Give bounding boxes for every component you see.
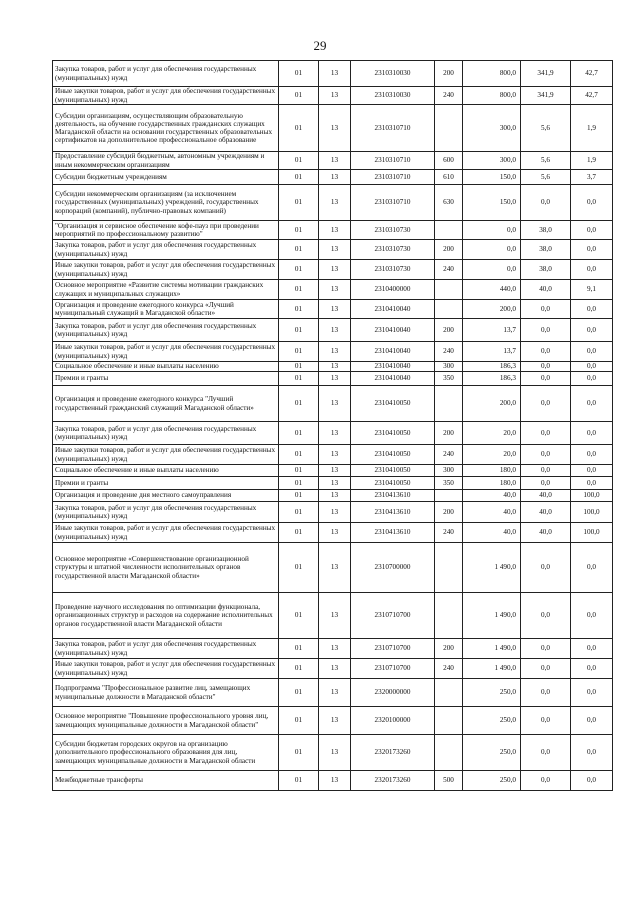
- cell-razdel: 13: [319, 185, 351, 221]
- cell-actual-amount: 5,6: [521, 170, 571, 185]
- cell-name: Субсидии организациям, осуществляющим образовательную деятельность, на обучение государственных гражданских служащих Магаданской области на основании государственных образовательных сертификатов на дополнительное профессиональное образование: [53, 105, 279, 152]
- table-row: [53, 170, 613, 185]
- cell-target-code: 2310410050: [351, 445, 435, 465]
- cell-expense-type: [435, 735, 463, 771]
- cell-percent: 0,0: [571, 185, 613, 221]
- cell-target-code: 2310410040: [351, 362, 435, 372]
- cell-razdel: 13: [319, 477, 351, 490]
- cell-expense-type: [435, 543, 463, 593]
- cell-ved: 01: [279, 105, 319, 152]
- cell-expense-type: [435, 707, 463, 735]
- cell-actual-amount: 0,0: [521, 185, 571, 221]
- cell-actual-amount: 40,0: [521, 490, 571, 502]
- cell-ved: 01: [279, 659, 319, 679]
- cell-actual-amount: 38,0: [521, 221, 571, 240]
- cell-expense-type: 240: [435, 260, 463, 280]
- cell-actual-amount: 0,0: [521, 422, 571, 445]
- cell-actual-amount: 0,0: [521, 319, 571, 342]
- cell-target-code: 2310310710: [351, 105, 435, 152]
- cell-ved: 01: [279, 240, 319, 260]
- cell-expense-type: 300: [435, 465, 463, 477]
- cell-ved: 01: [279, 543, 319, 593]
- cell-name: "Организация и сервисное обеспечение кофе-пауз при проведении мероприятий по профессиональному развитию": [53, 221, 279, 240]
- cell-expense-type: 200: [435, 502, 463, 523]
- cell-expense-type: 200: [435, 639, 463, 659]
- cell-percent: 3,7: [571, 170, 613, 185]
- cell-actual-amount: 341,9: [521, 87, 571, 105]
- budget-table: [52, 60, 613, 791]
- page-number: 29: [313, 38, 327, 53]
- cell-name: Субсидии бюджетным учреждениям: [53, 170, 279, 185]
- cell-target-code: 2310410040: [351, 300, 435, 319]
- cell-target-code: 2310410040: [351, 319, 435, 342]
- cell-name: Иные закупки товаров, работ и услуг для обеспечения государственных (муниципальных) нужд: [53, 342, 279, 362]
- cell-actual-amount: 40,0: [521, 280, 571, 300]
- cell-percent: 0,0: [571, 372, 613, 386]
- cell-name: Закупка товаров, работ и услуг для обеспечения государственных (муниципальных) нужд: [53, 639, 279, 659]
- cell-plan-amount: 20,0: [463, 422, 521, 445]
- cell-ved: 01: [279, 300, 319, 319]
- table-row: [53, 679, 613, 707]
- cell-percent: 0,0: [571, 240, 613, 260]
- cell-razdel: 13: [319, 342, 351, 362]
- cell-expense-type: [435, 679, 463, 707]
- cell-plan-amount: 800,0: [463, 87, 521, 105]
- cell-ved: 01: [279, 639, 319, 659]
- cell-target-code: 2310410050: [351, 422, 435, 445]
- cell-razdel: 13: [319, 300, 351, 319]
- cell-expense-type: 240: [435, 87, 463, 105]
- cell-plan-amount: 800,0: [463, 61, 521, 87]
- cell-target-code: 2310310710: [351, 170, 435, 185]
- cell-percent: 100,0: [571, 490, 613, 502]
- table-row: [53, 152, 613, 170]
- cell-razdel: 13: [319, 735, 351, 771]
- cell-name: Закупка товаров, работ и услуг для обеспечения государственных (муниципальных) нужд: [53, 319, 279, 342]
- cell-ved: 01: [279, 523, 319, 543]
- cell-percent: 0,0: [571, 477, 613, 490]
- cell-razdel: 13: [319, 240, 351, 260]
- cell-actual-amount: 0,0: [521, 342, 571, 362]
- cell-ved: 01: [279, 679, 319, 707]
- cell-razdel: 13: [319, 260, 351, 280]
- cell-ved: 01: [279, 422, 319, 445]
- cell-razdel: 13: [319, 87, 351, 105]
- cell-percent: 1,9: [571, 152, 613, 170]
- cell-name: Основное мероприятие «Совершенствование организационной структуры и штатной численности исполнительных органов государственной власти Магаданской области»: [53, 543, 279, 593]
- cell-expense-type: [435, 386, 463, 422]
- table-row: [53, 372, 613, 386]
- cell-percent: 0,0: [571, 362, 613, 372]
- cell-expense-type: 600: [435, 152, 463, 170]
- cell-ved: 01: [279, 280, 319, 300]
- cell-razdel: 13: [319, 280, 351, 300]
- table-row: [53, 659, 613, 679]
- cell-razdel: 13: [319, 543, 351, 593]
- cell-actual-amount: 341,9: [521, 61, 571, 87]
- cell-expense-type: 610: [435, 170, 463, 185]
- cell-target-code: 2310310730: [351, 240, 435, 260]
- cell-percent: 42,7: [571, 61, 613, 87]
- cell-target-code: 2310310710: [351, 152, 435, 170]
- cell-plan-amount: 40,0: [463, 502, 521, 523]
- cell-actual-amount: 0,0: [521, 735, 571, 771]
- cell-target-code: 2310400000: [351, 280, 435, 300]
- cell-razdel: 13: [319, 523, 351, 543]
- cell-name: Социальное обеспечение и иные выплаты населению: [53, 362, 279, 372]
- cell-target-code: 2310310030: [351, 61, 435, 87]
- cell-plan-amount: 186,3: [463, 362, 521, 372]
- cell-plan-amount: 150,0: [463, 170, 521, 185]
- cell-actual-amount: 0,0: [521, 707, 571, 735]
- cell-actual-amount: 5,6: [521, 105, 571, 152]
- cell-expense-type: 500: [435, 771, 463, 791]
- cell-razdel: 13: [319, 593, 351, 639]
- table-row: [53, 280, 613, 300]
- cell-target-code: 2310310710: [351, 185, 435, 221]
- cell-name: Закупка товаров, работ и услуг для обеспечения государственных (муниципальных) нужд: [53, 240, 279, 260]
- cell-plan-amount: 250,0: [463, 679, 521, 707]
- cell-plan-amount: 150,0: [463, 185, 521, 221]
- cell-expense-type: 240: [435, 523, 463, 543]
- cell-ved: 01: [279, 319, 319, 342]
- cell-percent: 0,0: [571, 735, 613, 771]
- table-row: [53, 61, 613, 87]
- table-row: [53, 185, 613, 221]
- cell-expense-type: 240: [435, 342, 463, 362]
- table-row: [53, 639, 613, 659]
- table-row: [53, 490, 613, 502]
- cell-target-code: 2310710700: [351, 593, 435, 639]
- cell-actual-amount: 0,0: [521, 372, 571, 386]
- cell-name: Премии и гранты: [53, 372, 279, 386]
- cell-ved: 01: [279, 342, 319, 362]
- cell-expense-type: [435, 300, 463, 319]
- cell-plan-amount: 40,0: [463, 490, 521, 502]
- cell-target-code: 2310410050: [351, 465, 435, 477]
- cell-ved: 01: [279, 771, 319, 791]
- cell-plan-amount: 250,0: [463, 771, 521, 791]
- cell-name: Основное мероприятие «Развитие системы мотивации гражданских служащих и муниципальных служащих»: [53, 280, 279, 300]
- table-row: [53, 300, 613, 319]
- cell-actual-amount: 0,0: [521, 639, 571, 659]
- table-row: [53, 502, 613, 523]
- cell-name: Иные закупки товаров, работ и услуг для обеспечения государственных (муниципальных) нужд: [53, 445, 279, 465]
- cell-plan-amount: 0,0: [463, 260, 521, 280]
- cell-razdel: 13: [319, 386, 351, 422]
- cell-razdel: 13: [319, 445, 351, 465]
- cell-percent: 0,0: [571, 386, 613, 422]
- cell-actual-amount: 0,0: [521, 445, 571, 465]
- cell-name: Субсидии некоммерческим организациям (за исключением государственных (муниципальных) учреждений, государственных корпораций (компаний), публично-правовых компаний): [53, 185, 279, 221]
- cell-ved: 01: [279, 477, 319, 490]
- cell-plan-amount: 1 490,0: [463, 593, 521, 639]
- cell-name: Иные закупки товаров, работ и услуг для обеспечения государственных (муниципальных) нужд: [53, 523, 279, 543]
- cell-name: Предоставление субсидий бюджетным, автономным учреждениям и иным некоммерческим организациям: [53, 152, 279, 170]
- cell-target-code: 2310710700: [351, 639, 435, 659]
- cell-expense-type: [435, 105, 463, 152]
- cell-target-code: 2310413610: [351, 490, 435, 502]
- cell-plan-amount: 1 490,0: [463, 543, 521, 593]
- cell-percent: 0,0: [571, 300, 613, 319]
- table-row: [53, 543, 613, 593]
- cell-plan-amount: 40,0: [463, 523, 521, 543]
- cell-expense-type: [435, 593, 463, 639]
- cell-ved: 01: [279, 707, 319, 735]
- cell-ved: 01: [279, 61, 319, 87]
- cell-target-code: 2320173260: [351, 771, 435, 791]
- cell-name: Иные закупки товаров, работ и услуг для обеспечения государственных (муниципальных) нужд: [53, 87, 279, 105]
- cell-actual-amount: 38,0: [521, 260, 571, 280]
- cell-razdel: 13: [319, 639, 351, 659]
- cell-percent: 0,0: [571, 260, 613, 280]
- cell-plan-amount: 180,0: [463, 477, 521, 490]
- table-row: [53, 593, 613, 639]
- cell-percent: 0,0: [571, 771, 613, 791]
- cell-target-code: 2310310730: [351, 260, 435, 280]
- cell-razdel: 13: [319, 105, 351, 152]
- cell-target-code: 2310410040: [351, 342, 435, 362]
- cell-target-code: 2310700000: [351, 543, 435, 593]
- table-row: [53, 477, 613, 490]
- cell-plan-amount: 0,0: [463, 240, 521, 260]
- cell-actual-amount: 38,0: [521, 240, 571, 260]
- cell-expense-type: [435, 221, 463, 240]
- cell-target-code: 2310410050: [351, 477, 435, 490]
- cell-name: Премии и гранты: [53, 477, 279, 490]
- cell-razdel: 13: [319, 490, 351, 502]
- cell-plan-amount: 250,0: [463, 735, 521, 771]
- cell-target-code: 2310310730: [351, 221, 435, 240]
- cell-ved: 01: [279, 221, 319, 240]
- table-row: [53, 362, 613, 372]
- cell-actual-amount: 0,0: [521, 300, 571, 319]
- cell-expense-type: [435, 490, 463, 502]
- cell-actual-amount: 40,0: [521, 502, 571, 523]
- cell-expense-type: 240: [435, 445, 463, 465]
- cell-percent: 0,0: [571, 639, 613, 659]
- cell-percent: 0,0: [571, 445, 613, 465]
- cell-ved: 01: [279, 260, 319, 280]
- cell-name: Закупка товаров, работ и услуг для обеспечения государственных (муниципальных) нужд: [53, 61, 279, 87]
- cell-name: Иные закупки товаров, работ и услуг для обеспечения государственных (муниципальных) нужд: [53, 260, 279, 280]
- table-row: [53, 260, 613, 280]
- cell-expense-type: 630: [435, 185, 463, 221]
- cell-razdel: 13: [319, 152, 351, 170]
- cell-razdel: 13: [319, 422, 351, 445]
- cell-razdel: 13: [319, 319, 351, 342]
- cell-plan-amount: 180,0: [463, 465, 521, 477]
- cell-expense-type: 200: [435, 422, 463, 445]
- cell-percent: 9,1: [571, 280, 613, 300]
- cell-razdel: 13: [319, 170, 351, 185]
- cell-percent: 1,9: [571, 105, 613, 152]
- cell-plan-amount: 20,0: [463, 445, 521, 465]
- table-row: [53, 240, 613, 260]
- cell-plan-amount: 250,0: [463, 707, 521, 735]
- cell-name: Организация и проведение ежегодного конкурса "Лучший государственный гражданский служащий Магаданской области»: [53, 386, 279, 422]
- cell-actual-amount: 0,0: [521, 593, 571, 639]
- cell-target-code: 2310410040: [351, 372, 435, 386]
- cell-target-code: 2310710700: [351, 659, 435, 679]
- cell-target-code: 2320100000: [351, 707, 435, 735]
- cell-plan-amount: 200,0: [463, 386, 521, 422]
- cell-percent: 0,0: [571, 543, 613, 593]
- cell-target-code: 2320000000: [351, 679, 435, 707]
- cell-target-code: 2310410050: [351, 386, 435, 422]
- cell-expense-type: [435, 280, 463, 300]
- cell-ved: 01: [279, 445, 319, 465]
- cell-name: Закупка товаров, работ и услуг для обеспечения государственных (муниципальных) нужд: [53, 502, 279, 523]
- cell-plan-amount: 300,0: [463, 152, 521, 170]
- cell-ved: 01: [279, 386, 319, 422]
- cell-ved: 01: [279, 87, 319, 105]
- table-row: [53, 465, 613, 477]
- cell-percent: 0,0: [571, 707, 613, 735]
- cell-plan-amount: 440,0: [463, 280, 521, 300]
- cell-name: Проведение научного исследования по оптимизации функционала, организационных структур и расходов на содержание исполнительных органов государственной власти Магаданской области: [53, 593, 279, 639]
- cell-name: Закупка товаров, работ и услуг для обеспечения государственных (муниципальных) нужд: [53, 422, 279, 445]
- cell-actual-amount: 0,0: [521, 386, 571, 422]
- cell-actual-amount: 0,0: [521, 679, 571, 707]
- cell-razdel: 13: [319, 502, 351, 523]
- cell-target-code: 2310310030: [351, 87, 435, 105]
- cell-razdel: 13: [319, 465, 351, 477]
- table-row: [53, 221, 613, 240]
- cell-expense-type: 200: [435, 240, 463, 260]
- cell-percent: 0,0: [571, 319, 613, 342]
- cell-name: Организация и проведение дня местного самоуправления: [53, 490, 279, 502]
- cell-expense-type: 200: [435, 319, 463, 342]
- cell-razdel: 13: [319, 659, 351, 679]
- cell-plan-amount: 300,0: [463, 105, 521, 152]
- cell-actual-amount: 0,0: [521, 659, 571, 679]
- cell-plan-amount: 13,7: [463, 319, 521, 342]
- cell-razdel: 13: [319, 707, 351, 735]
- cell-plan-amount: 186,3: [463, 372, 521, 386]
- cell-name: Межбюджетные трансферты: [53, 771, 279, 791]
- table-row: [53, 422, 613, 445]
- cell-razdel: 13: [319, 362, 351, 372]
- table-row: [53, 771, 613, 791]
- cell-percent: 0,0: [571, 422, 613, 445]
- cell-percent: 0,0: [571, 221, 613, 240]
- cell-razdel: 13: [319, 679, 351, 707]
- cell-percent: 0,0: [571, 465, 613, 477]
- cell-actual-amount: 0,0: [521, 465, 571, 477]
- cell-percent: 0,0: [571, 659, 613, 679]
- cell-name: Социальное обеспечение и иные выплаты населению: [53, 465, 279, 477]
- cell-name: Основное мероприятие "Повышение профессионального уровня лиц, замещающих муниципальные должности в Магаданской области": [53, 707, 279, 735]
- cell-ved: 01: [279, 362, 319, 372]
- cell-actual-amount: 0,0: [521, 477, 571, 490]
- cell-ved: 01: [279, 185, 319, 221]
- table-row: [53, 445, 613, 465]
- cell-razdel: 13: [319, 221, 351, 240]
- cell-razdel: 13: [319, 372, 351, 386]
- cell-ved: 01: [279, 170, 319, 185]
- cell-plan-amount: 1 490,0: [463, 659, 521, 679]
- table-row: [53, 523, 613, 543]
- cell-expense-type: 200: [435, 61, 463, 87]
- cell-ved: 01: [279, 593, 319, 639]
- table-row: [53, 105, 613, 152]
- cell-name: Субсидии бюджетам городских округов на организацию дополнительного профессионального образования для лиц, замещающих муниципальные должности в Магаданской области: [53, 735, 279, 771]
- cell-expense-type: 240: [435, 659, 463, 679]
- table-row: [53, 735, 613, 771]
- cell-ved: 01: [279, 152, 319, 170]
- cell-expense-type: 300: [435, 362, 463, 372]
- cell-percent: 42,7: [571, 87, 613, 105]
- cell-actual-amount: 5,6: [521, 152, 571, 170]
- cell-percent: 100,0: [571, 523, 613, 543]
- cell-plan-amount: 13,7: [463, 342, 521, 362]
- table-row: [53, 87, 613, 105]
- cell-razdel: 13: [319, 771, 351, 791]
- cell-ved: 01: [279, 490, 319, 502]
- table-row: [53, 319, 613, 342]
- cell-expense-type: 350: [435, 477, 463, 490]
- cell-ved: 01: [279, 735, 319, 771]
- cell-razdel: 13: [319, 61, 351, 87]
- cell-actual-amount: 40,0: [521, 523, 571, 543]
- cell-plan-amount: 200,0: [463, 300, 521, 319]
- cell-percent: 0,0: [571, 342, 613, 362]
- cell-name: Иные закупки товаров, работ и услуг для обеспечения государственных (муниципальных) нужд: [53, 659, 279, 679]
- cell-percent: 100,0: [571, 502, 613, 523]
- table-row: [53, 707, 613, 735]
- cell-ved: 01: [279, 502, 319, 523]
- cell-name: Организация и проведение ежегодного конкурса «Лучший муниципальный служащий в Магаданской области»: [53, 300, 279, 319]
- cell-ved: 01: [279, 372, 319, 386]
- cell-percent: 0,0: [571, 593, 613, 639]
- cell-actual-amount: 0,0: [521, 543, 571, 593]
- cell-percent: 0,0: [571, 679, 613, 707]
- cell-ved: 01: [279, 465, 319, 477]
- cell-actual-amount: 0,0: [521, 362, 571, 372]
- cell-target-code: 2310413610: [351, 502, 435, 523]
- cell-target-code: 2320173260: [351, 735, 435, 771]
- cell-plan-amount: 1 490,0: [463, 639, 521, 659]
- cell-name: Подпрограмма "Профессиональное развитие лиц, замещающих муниципальные должности в Магаданской области": [53, 679, 279, 707]
- table-row: [53, 386, 613, 422]
- table-row: [53, 342, 613, 362]
- cell-actual-amount: 0,0: [521, 771, 571, 791]
- cell-plan-amount: 0,0: [463, 221, 521, 240]
- cell-target-code: 2310413610: [351, 523, 435, 543]
- cell-expense-type: 350: [435, 372, 463, 386]
